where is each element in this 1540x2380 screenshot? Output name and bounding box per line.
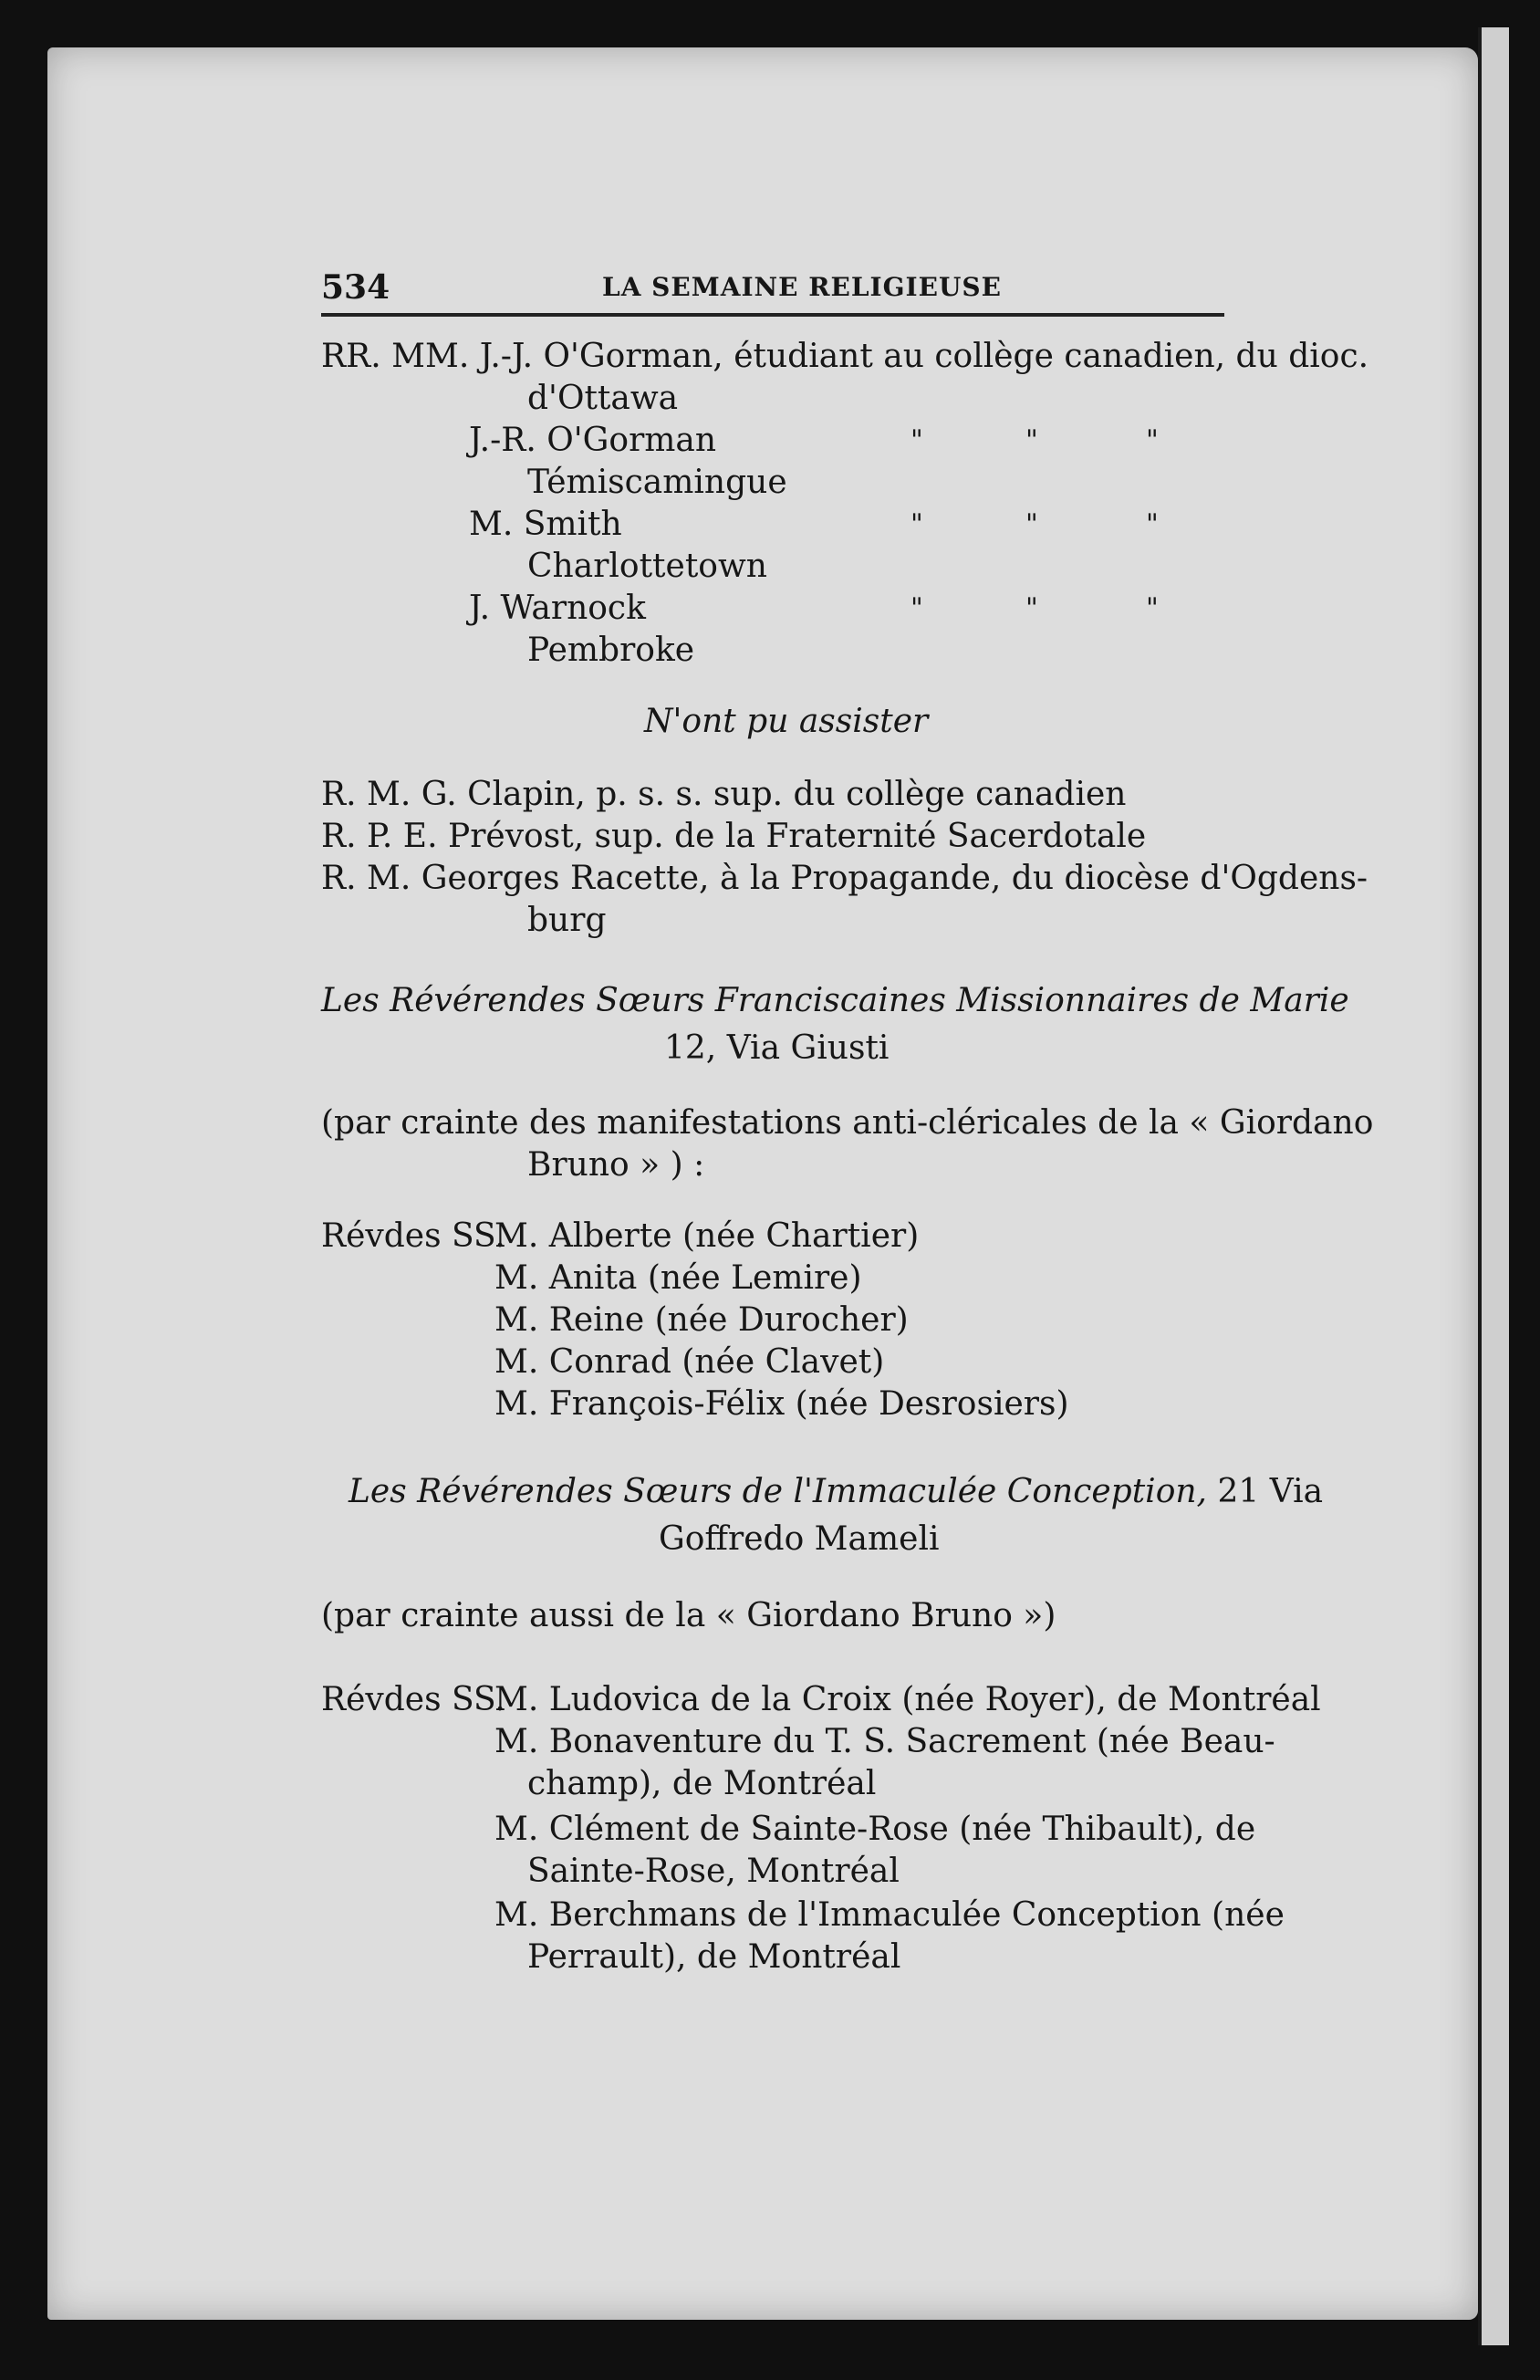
student-diocese-2: Témiscamingue [527, 464, 787, 501]
ditto-mark: " [910, 424, 923, 456]
ditto-mark: " [1025, 592, 1038, 624]
sister-entry-cont: Perrault), de Montréal [527, 1938, 901, 1976]
student-diocese-1: d'Ottawa [527, 380, 679, 417]
student-line-1: RR. MM. J.-J. O'Gorman, étudiant au collège canadien, du dioc. [321, 338, 1369, 375]
sister-entry: M. Reine (née Durocher) [494, 1301, 909, 1339]
sister-entry: M. Conrad (née Clavet) [494, 1343, 885, 1381]
running-title: LA SEMAINE RELIGIEUSE [602, 272, 1002, 302]
absent-line-3-cont: burg [527, 902, 607, 939]
sister-entry: M. Bonaventure du T. S. Sacrement (née Beau- [494, 1723, 1275, 1760]
section-heading-franciscaines: Les Révérendes Sœurs Franciscaines Missionnaires de Marie [321, 982, 1349, 1019]
student-name-3: M. Smith [469, 506, 622, 543]
sister-entry: M. Clément de Sainte-Rose (née Thibault), de [494, 1811, 1256, 1848]
header-rule [321, 313, 1224, 317]
immaculee-note: (par crainte aussi de la « Giordano Bruno ») [321, 1597, 1056, 1634]
section-heading-absent: N'ont pu assister [644, 703, 929, 740]
immaculee-heading-italic: Les Révérendes Sœurs de l'Immaculée Conception, [349, 1473, 1207, 1510]
sister-entry: M. Berchmans de l'Immaculée Conception (née [494, 1896, 1285, 1934]
sister-entry-cont: champ), de Montréal [527, 1765, 877, 1802]
page-number: 534 [321, 268, 390, 307]
facing-page-edge [1478, 27, 1509, 2345]
ditto-mark: " [1025, 508, 1038, 540]
ditto-mark: " [1146, 508, 1159, 540]
sisters-prefix: Révdes SS. [321, 1217, 505, 1255]
ditto-mark: " [910, 508, 923, 540]
franciscaines-note-cont: Bruno » ) : [527, 1146, 705, 1184]
sister-entry-cont: Sainte-Rose, Montréal [527, 1853, 900, 1890]
ditto-mark: " [1146, 424, 1159, 456]
absent-line-1: R. M. G. Clapin, p. s. s. sup. du collège canadien [321, 776, 1127, 813]
ditto-mark: " [1146, 592, 1159, 624]
student-diocese-4: Pembroke [527, 632, 695, 669]
sister-entry: M. Ludovica de la Croix (née Royer), de Montréal [494, 1681, 1321, 1718]
sister-entry: M. Alberte (née Chartier) [494, 1217, 920, 1255]
student-name-4: J. Warnock [469, 590, 646, 627]
section-heading-immaculee [349, 1471, 1323, 1513]
sister-entry: M. François-Félix (née Desrosiers) [494, 1385, 1069, 1423]
ditto-mark: " [1025, 424, 1038, 456]
absent-line-2: R. P. E. Prévost, sup. de la Fraternité Sacerdotale [321, 818, 1147, 855]
student-name-2: J.-R. O'Gorman [469, 422, 717, 459]
sister-entry: M. Anita (née Lemire) [494, 1259, 862, 1297]
immaculee-heading-address: 21 Via [1217, 1473, 1324, 1510]
sisters-prefix: Révdes SS. [321, 1681, 505, 1718]
franciscaines-address: 12, Via Giusti [664, 1029, 890, 1067]
page-sheet [47, 47, 1478, 2320]
absent-line-3: R. M. Georges Racette, à la Propagande, du diocèse d'Ogdens- [321, 860, 1368, 897]
student-diocese-3: Charlottetown [527, 548, 767, 585]
immaculee-address: Goffredo Mameli [659, 1520, 940, 1558]
ditto-mark: " [910, 592, 923, 624]
franciscaines-note: (par crainte des manifestations anti-cléricales de la « Giordano [321, 1104, 1374, 1142]
